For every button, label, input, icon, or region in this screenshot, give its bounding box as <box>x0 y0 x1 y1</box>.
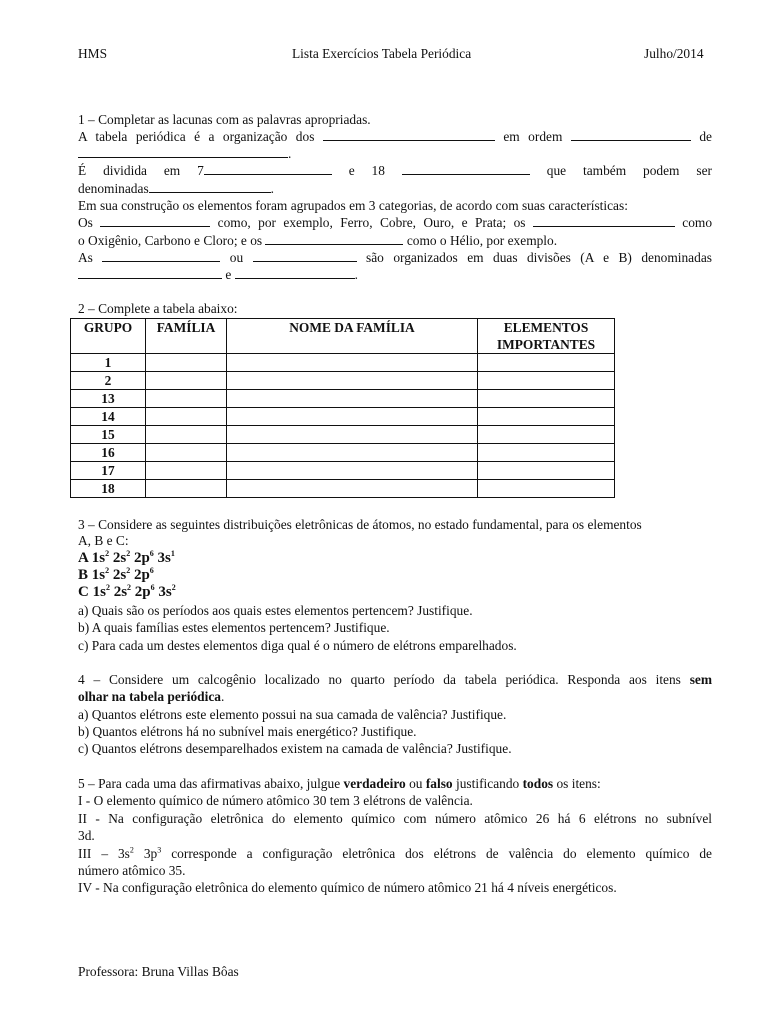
family-name-cell[interactable] <box>227 372 478 390</box>
config-a: A $1s^2$ $2s^2$ $2p^6$ $3s^1$ <box>78 549 175 566</box>
q3-item-c: c) Para cada um destes elementos diga qual é o número de elétrons emparelhados. <box>78 638 517 653</box>
family-name-cell[interactable] <box>227 480 478 498</box>
elements-cell[interactable] <box>478 444 615 462</box>
q1-line-2: . <box>78 145 712 162</box>
config-b: B $1s^2$ $2s^2$ $2p^6$ <box>78 566 154 583</box>
q5-item-ii-line-1: II - Na configuração eletrônica do elemento químico com número atômico 26 há 6 elétrons no subnível <box>78 811 712 826</box>
elements-cell[interactable] <box>478 390 615 408</box>
table-row <box>71 444 615 462</box>
q1-line-4: denominadas . <box>78 181 275 196</box>
elements-cell[interactable] <box>478 426 615 444</box>
q4-item-a: a) Quantos elétrons este elemento possui na sua camada de valência? Justifique. <box>78 707 507 722</box>
elements-cell[interactable] <box>478 354 615 372</box>
q4-intro-2: olhar na tabela periódica. <box>78 689 225 704</box>
footer-teacher: Professora: Bruna Villas Bôas <box>78 964 239 979</box>
col-header-elementos: ELEMENTOS IMPORTANTES <box>478 319 615 354</box>
group-cell: 18 <box>71 480 146 498</box>
family-name-cell[interactable] <box>227 462 478 480</box>
q5-intro: 5 – Para cada uma das afirmativas abaixo, julgue verdadeiro ou falso justificando todos os itens: <box>78 776 601 791</box>
table-row <box>71 390 615 408</box>
family-name-cell[interactable] <box>227 426 478 444</box>
family-name-cell[interactable] <box>227 390 478 408</box>
family-cell[interactable] <box>146 426 227 444</box>
q4-intro-1: 4 – Considere um calcogênio localizado no quarto período da tabela periódica. Responda aos itens sem <box>78 672 712 687</box>
q1-line-5: Em sua construção os elementos foram agrupados em 3 categorias, de acordo com suas características: <box>78 198 628 213</box>
q1-line-7: o Oxigênio, Carbono e Cloro; e os como o Hélio, por exemplo. <box>78 233 558 248</box>
elements-cell[interactable] <box>478 408 615 426</box>
q5-item-ii-line-2: 3d. <box>78 828 95 843</box>
family-cell[interactable] <box>146 462 227 480</box>
family-name-cell[interactable] <box>227 408 478 426</box>
group-cell: 13 <box>71 390 146 408</box>
group-cell: 14 <box>71 408 146 426</box>
family-name-cell[interactable] <box>227 444 478 462</box>
family-cell[interactable] <box>146 354 227 372</box>
group-cell: 2 <box>71 372 146 390</box>
group-cell: 17 <box>71 462 146 480</box>
q5-item-iii-line-1: III – $3s^2$ $3p^3$ corresponde a configuração eletrônica dos elétrons de valência do elemento químico de <box>78 845 712 861</box>
group-cell: 15 <box>71 426 146 444</box>
header-title: Lista Exercícios Tabela Periódica <box>292 46 472 61</box>
table-row <box>71 426 615 444</box>
family-cell[interactable] <box>146 408 227 426</box>
q1-title: 1 – Completar as lacunas com as palavras apropriadas. <box>78 112 371 127</box>
family-cell[interactable] <box>146 444 227 462</box>
q4-item-c: c) Quantos elétrons desemparelhados existem na camada de valência? Justifique. <box>78 741 512 756</box>
group-cell: 16 <box>71 444 146 462</box>
table-row <box>71 408 615 426</box>
q3-item-b: b) A quais famílias estes elementos pertencem? Justifique. <box>78 620 390 635</box>
q1-line-1: A tabela periódica é a organização dos em ordem de <box>78 129 712 144</box>
q5-item-iii-line-2: número atômico 35. <box>78 863 186 878</box>
q1-line-6: Os como, por exemplo, Ferro, Cobre, Ouro, e Prata; os como <box>78 215 713 230</box>
elements-cell[interactable] <box>478 462 615 480</box>
col-header-familia: FAMÍLIA <box>146 319 227 354</box>
elements-cell[interactable] <box>478 480 615 498</box>
table-row <box>71 354 615 372</box>
family-cell[interactable] <box>146 372 227 390</box>
config-c: C $1s^2$ $2s^2$ $2p^6$ $3s^2$ <box>78 583 176 600</box>
q1-line-3: É dividida em 7 e 18 que também podem ser <box>78 163 712 178</box>
q5-item-iv: IV - Na configuração eletrônica do elemento químico de número atômico 21 há 4 níveis energéticos. <box>78 880 617 895</box>
family-cell[interactable] <box>146 390 227 408</box>
q4-item-b: b) Quantos elétrons há no subnível mais energético? Justifique. <box>78 724 417 739</box>
q1-line-8: As ou são organizados em duas divisões (A e B) denominadas <box>78 250 712 265</box>
q3-intro-2: A, B e C: <box>78 533 129 548</box>
table-row <box>71 372 615 390</box>
table-row <box>71 462 615 480</box>
header-date: Julho/2014 <box>644 46 704 61</box>
families-table <box>70 318 615 498</box>
q3-item-a: a) Quais são os períodos aos quais estes elementos pertencem? Justifique. <box>78 603 473 618</box>
table-row <box>71 480 615 498</box>
group-cell: 1 <box>71 354 146 372</box>
q2-title: 2 – Complete a tabela abaixo: <box>78 301 238 316</box>
family-cell[interactable] <box>146 480 227 498</box>
q3-intro-1: 3 – Considere as seguintes distribuições eletrônicas de átomos, no estado fundamental, para os elementos <box>78 517 642 532</box>
col-header-grupo: GRUPO <box>71 319 146 354</box>
q1-line-9: e . <box>78 266 712 283</box>
family-name-cell[interactable] <box>227 354 478 372</box>
q5-item-i: I - O elemento químico de número atômico 30 tem 3 elétrons de valência. <box>78 793 473 808</box>
col-header-nome-familia: NOME DA FAMÍLIA <box>227 319 478 354</box>
header-left: HMS <box>78 46 108 61</box>
elements-cell[interactable] <box>478 372 615 390</box>
